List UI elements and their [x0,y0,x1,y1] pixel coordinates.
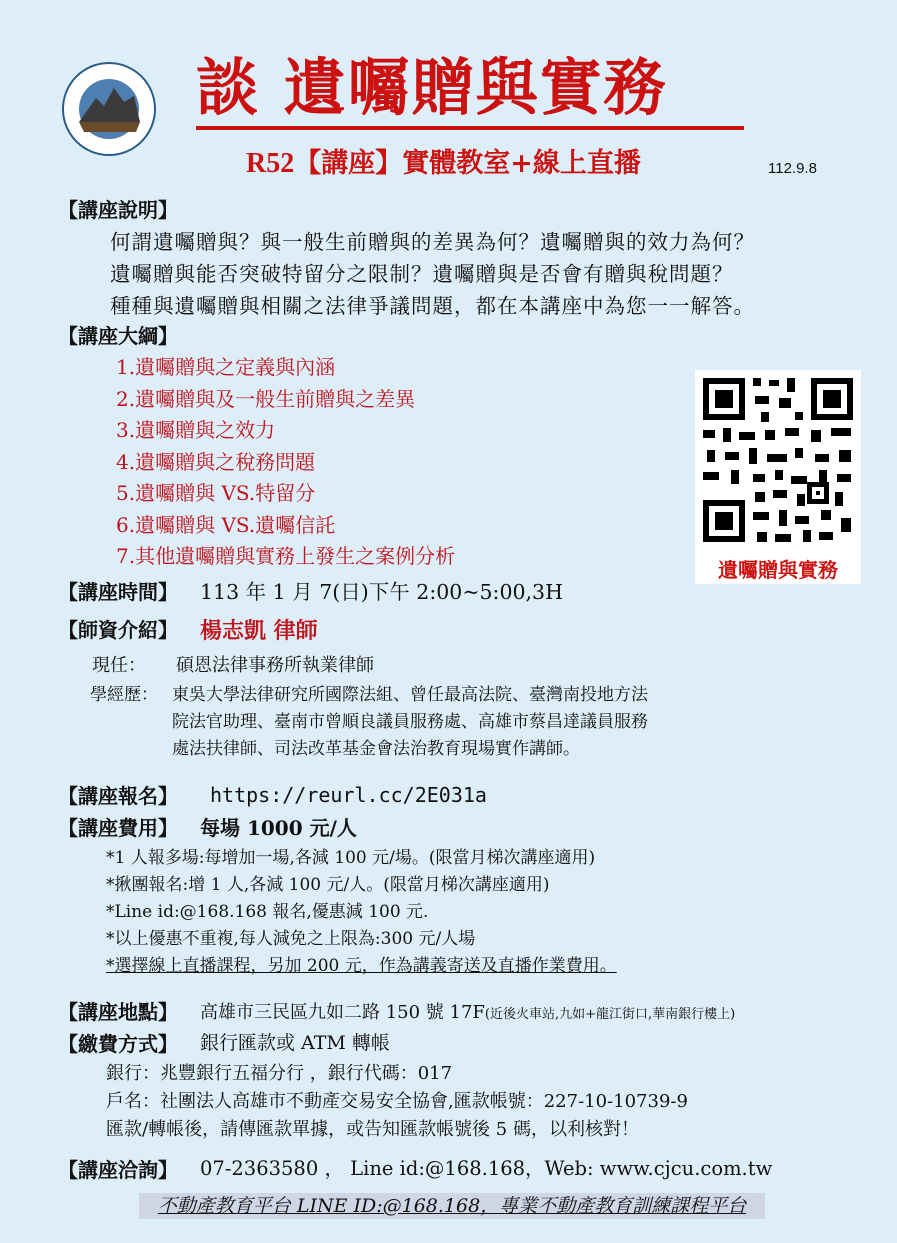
experience-line: 東吳大學法律研究所國際法組、曾任最高法院、臺灣南投地方法 [172,685,648,705]
location-value [200,999,735,1028]
teacher-heading: 【師資介紹】 [58,618,178,642]
outline-item: 7.其他遺囑贈與實務上發生之案例分析 [116,544,456,568]
payment-heading: 【繳費方式】 [58,1032,178,1056]
payment-value: 銀行匯款或 ATM 轉帳 [200,1032,390,1054]
payment-line: 戶名：社團法人高雄市不動產交易安全協會,匯款帳號：227-10-10739-9 [106,1091,688,1112]
fee-note-online: *選擇線上直播課程，另加 200 元，作為講義寄送及直播作業費用。 [106,956,617,976]
outline-item: 4.遺囑贈與之稅務問題 [116,449,316,474]
current-position: 碩恩法律事務所執業律師 [176,655,374,676]
description-heading: 【講座說明】 [58,198,178,222]
teacher-name: 楊志凱 律師 [200,619,318,644]
course-code: R52 [246,148,295,179]
description-line: 遺囑贈與能否突破特留分之限制？遺囑贈與是否會有贈與稅問題？ [110,262,734,286]
qr-caption: 遺囑贈與實務 [718,558,838,582]
experience-line: 院法官助理、臺南市曾順良議員服務處、高雄市蔡昌達議員服務 [172,712,648,732]
current-label: 現任： [92,655,146,676]
outline-item: 3.遺囑贈與之效力 [116,418,276,442]
location-heading: 【講座地點】 [58,1000,178,1024]
outline-item: 1.遺囑贈與之定義與內涵 [116,355,336,379]
experience-line: 處法扶律師、司法改革基金會法治教育現場實作講師。 [172,739,580,759]
location-address: 高雄市三民區九如二路 150 號 17F [200,1002,485,1023]
page-subtitle [246,146,641,182]
document-date: 112.9.8 [768,160,817,177]
contact-value: 07-2363580 ， Line id:@168.168，Web: www.cjcu.com.tw [200,1157,773,1180]
subtitle-text: 【講座】實體教室+線上直播 [294,148,641,179]
outline-item: 2.遺囑贈與及一般生前贈與之差異 [116,386,416,411]
fee-note: *Line id:@168.168 報名,優惠減 100 元. [106,902,429,922]
fee-value: 每場 1000 元/人 [200,816,357,840]
outline-item: 6.遺囑贈與 VS.遺囑信託 [116,512,336,537]
title-underline [196,126,744,130]
location-note: (近後火車站,九如+龍江街口,華南銀行樓上) [484,1007,736,1022]
page-title: 談 遺囑贈與實務 [196,51,668,124]
fee-note: *揪團報名:增 1 人,各減 100 元/人。(限當月梯次講座適用) [106,875,550,895]
experience-label: 學經歷： [90,685,158,705]
platform-logo [62,62,156,156]
outline-heading: 【講座大綱】 [58,324,178,348]
payment-line: 匯款/轉帳後，請傳匯款單據，或告知匯款帳號後 5 碼，以利核對！ [106,1119,639,1140]
payment-line: 銀行：兆豐銀行五福分行 ，銀行代碼：017 [106,1063,453,1084]
footer-banner: 不動產教育平台 LINE ID:@168.168，專業不動產教育訓練課程平台 [139,1193,765,1219]
register-heading: 【講座報名】 [58,784,178,808]
time-value: 113 年 1 月 7(日)下午 2:00~5:00,3H [200,580,563,604]
fee-heading: 【講座費用】 [58,816,178,840]
qr-code[interactable] [695,370,861,584]
register-link[interactable]: https://reurl.cc/2E031a [210,783,487,807]
outline-item: 5.遺囑贈與 VS.特留分 [116,481,316,505]
description-line: 何謂遺囑贈與？與一般生前贈與的差異為何？遺囑贈與的效力為何？ [110,230,755,254]
fee-note: *以上優惠不重複,每人減免之上限為:300 元/人場 [106,929,476,949]
description-line: 種種與遺囑贈與相關之法律爭議問題，都在本講座中為您一一解答。 [110,294,755,318]
qr-code-pattern [695,370,861,550]
fee-note: *1 人報多場:每增加一場,各減 100 元/場。(限當月梯次講座適用) [106,848,596,868]
time-heading: 【講座時間】 [58,580,178,604]
outline-list [116,352,455,573]
contact-heading: 【講座洽詢】 [58,1158,178,1182]
